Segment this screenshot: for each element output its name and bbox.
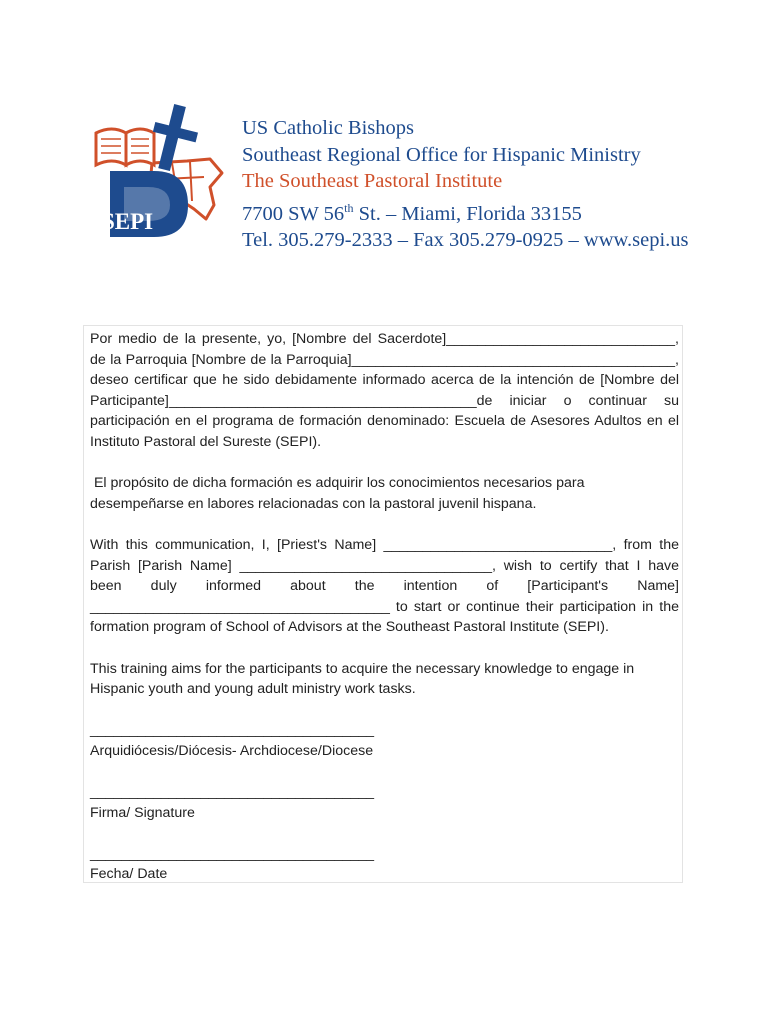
letterhead-text bbox=[242, 115, 689, 253]
signature-label: Firma/ Signature bbox=[90, 804, 195, 821]
paragraph-spanish-purpose: El propósito de dicha formación es adquirir los conocimientos necesarios para desempeñarse en labores relacionadas con la pastoral juvenil hispana. bbox=[90, 475, 589, 512]
org-line-3: The Southeast Pastoral Institute bbox=[242, 170, 503, 192]
paragraph-english-certification: With this communication, I, [Priest's Name] _____________________________, from the Parish [Parish Name] ________________________________, wish to certify that I have been duly informed about the intention of [Participant's Name] ______________________________________ to start or continue their participation in the formation program of School of Advisors at the Southeast Pastoral Institute (SEPI). bbox=[90, 536, 679, 636]
sepi-logo bbox=[92, 101, 230, 241]
diocese-signature-line[interactable]: ____________________________________ bbox=[90, 722, 375, 739]
svg-text:SEPI: SEPI bbox=[102, 209, 154, 234]
org-line-1: US Catholic Bishops bbox=[242, 117, 414, 139]
diocese-label: Arquidiócesis/Diócesis- Archdiocese/Diocese bbox=[90, 742, 374, 759]
date-line[interactable]: ____________________________________ bbox=[90, 845, 375, 862]
signature-line[interactable]: ____________________________________ bbox=[90, 784, 375, 801]
org-contact: Tel. 305.279-2333 – Fax 305.279-0925 – www.sepi.us bbox=[242, 228, 689, 251]
letter-body bbox=[90, 329, 679, 885]
letterhead bbox=[92, 95, 689, 251]
paragraph-english-purpose: This training aims for the participants to acquire the necessary knowledge to engage in Hispanic youth and young adult ministry work tasks. bbox=[90, 660, 635, 698]
org-line-2: Southeast Regional Office for Hispanic Ministry bbox=[242, 143, 641, 166]
date-label: Fecha/ Date bbox=[90, 866, 168, 883]
paragraph-spanish-certification: Por medio de la presente, yo, [Nombre del Sacerdote]_____________________________, de la Parroquia [Nombre de la Parroquia]_________________________________________, deseo certificar que he sido debidamente informado acerca de la intención de [Nombre del Participante]_______________________________________de iniciar o continuar su participación en el programa de formación denominado: Escuela de Asesores Adultos en el Instituto Pastoral del Sureste (SEPI). bbox=[90, 331, 679, 450]
org-address: 7700 SW 56th St. – Miami, Florida 33155 bbox=[242, 200, 582, 225]
